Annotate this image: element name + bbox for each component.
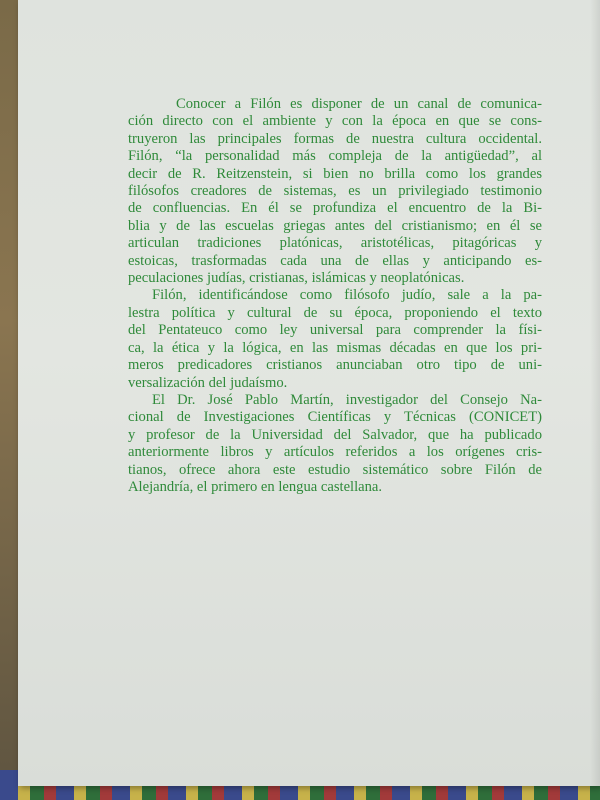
text-line: cional de Investigaciones Científicas y Técnicas (CONICET) bbox=[128, 409, 542, 426]
text-line: del Pentateuco como ley universal para comprender la físi- bbox=[128, 322, 542, 339]
text-line: Alejandría, el primero en lengua castellana. bbox=[128, 478, 383, 495]
text-line: filósofos creadores de sistemas, es un privilegiado testimonio bbox=[128, 183, 542, 200]
text-line: peculaciones judías, cristianas, islámicas y neoplatónicas. bbox=[128, 270, 465, 287]
text-line: truyeron las principales formas de nuestra cultura occidental. bbox=[128, 130, 542, 147]
text-line: lestra política y cultural de su época, proponiendo el texto bbox=[128, 304, 542, 321]
paragraph-3 bbox=[128, 392, 542, 496]
text-line: meros predicadores cristianos anunciaban otro tipo de uni- bbox=[128, 357, 542, 374]
text-line: decir de R. Reitzenstein, si bien no brilla como los grandes bbox=[128, 165, 542, 182]
blurb-text bbox=[128, 96, 542, 496]
text-line: de confluencias. En él se profundiza el encuentro de la Bi- bbox=[128, 200, 542, 217]
text-line: tianos, ofrece ahora este estudio sistemático sobre Filón de bbox=[128, 461, 542, 478]
text-line: Filón, identificándose como filósofo judío, sale a la pa- bbox=[152, 287, 542, 304]
text-line: Conocer a Filón es disponer de un canal de comunica- bbox=[176, 96, 542, 112]
text-line: anteriormente libros y artículos referidos a los orígenes cris- bbox=[128, 444, 542, 461]
text-line: y profesor de la Universidad del Salvador, que ha publicado bbox=[128, 426, 542, 443]
text-line: estoicas, trasformadas cada una de ellas y anticipando es- bbox=[128, 252, 542, 269]
text-line: articulan tradiciones platónicas, aristotélicas, pitagóricas y bbox=[128, 235, 542, 252]
text-line: ción directo con el ambiente y con la época en que se cons- bbox=[128, 113, 542, 130]
paragraph-1 bbox=[128, 96, 542, 287]
book-back-cover bbox=[18, 0, 600, 786]
paragraph-2 bbox=[128, 287, 542, 391]
text-line: El Dr. José Pablo Martín, investigador del Consejo Na- bbox=[152, 391, 542, 408]
text-line: versalización del judaísmo. bbox=[128, 374, 288, 391]
text-line: blia y de las escuelas griegas antes del cristianismo; en él se bbox=[128, 217, 542, 234]
page-edge-shadow bbox=[590, 0, 600, 786]
text-line: ca, la ética y la lógica, en las mismas décadas en que los pri- bbox=[128, 339, 542, 356]
text-line: Filón, “la personalidad más compleja de la antigüedad”, al bbox=[128, 148, 542, 165]
